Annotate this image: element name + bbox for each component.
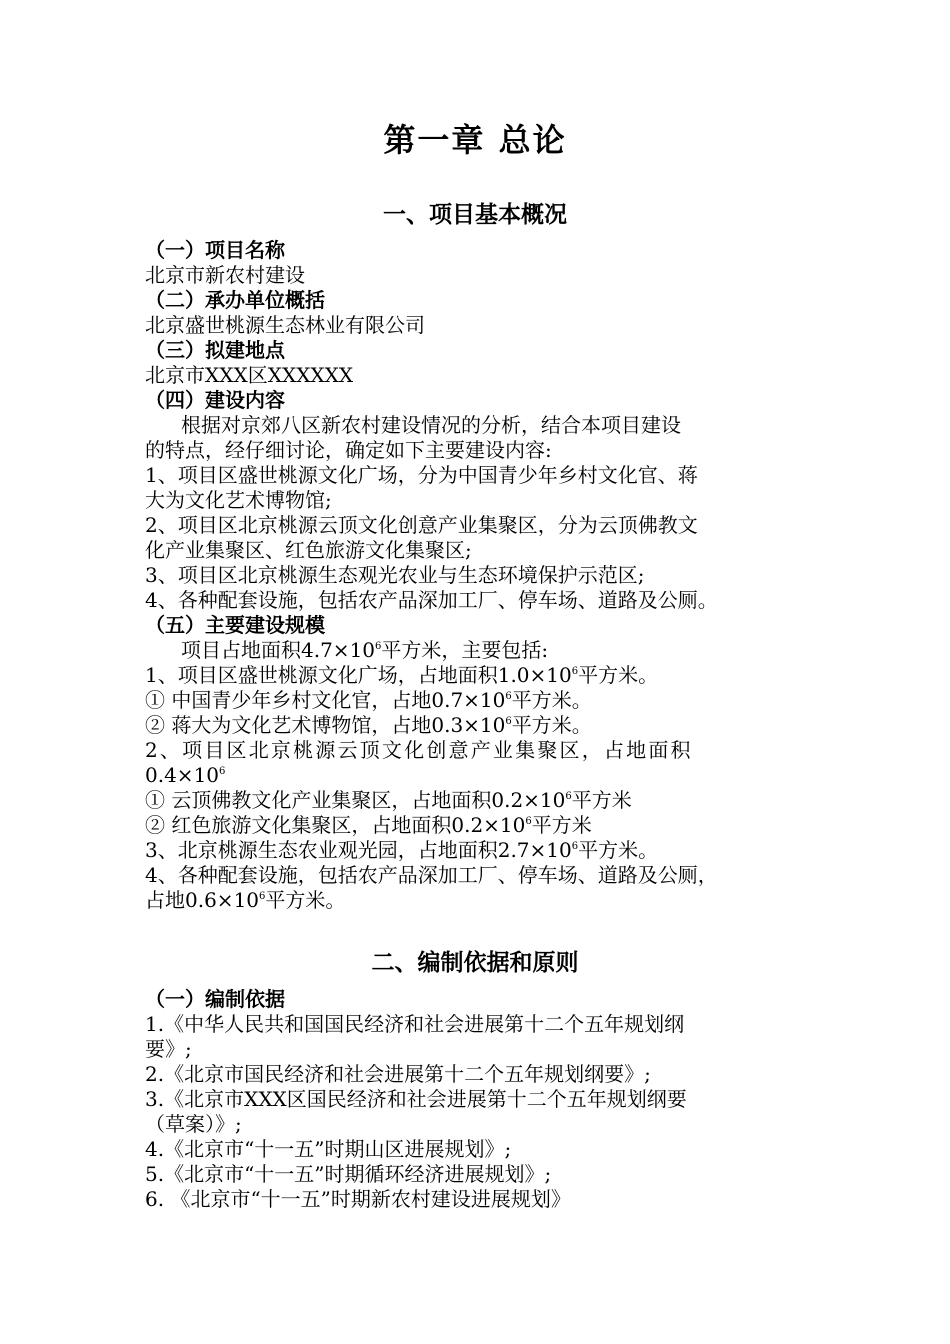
exponent: 6: [219, 766, 226, 777]
scale-text: 平方米: [571, 788, 632, 812]
basis-heading: （一）编制依据: [145, 987, 285, 1011]
scale-line: [145, 863, 815, 888]
scale-text: 平方米。: [511, 713, 592, 737]
scale-text: 平方米。: [265, 888, 346, 912]
exponent: 6: [505, 691, 512, 702]
basis-line: 4.《北京市“十一五”时期山区进展规划》;: [145, 1137, 512, 1161]
content-line: 大为文化艺术博物馆;: [145, 488, 332, 512]
content-line: 根据对京郊八区新农村建设情况的分析，结合本项目建设: [181, 413, 681, 437]
content-line: 3、项目区北京桃源生态观光农业与生态环境保护示范区;: [145, 563, 645, 587]
organization-heading: （二）承办单位概括: [145, 288, 325, 312]
content-line: 2、项目区北京桃源云顶文化创意产业集聚区，分为云顶佛教文: [145, 513, 698, 537]
scale-line: [145, 788, 815, 813]
content-line: 的特点，经仔细讨论，确定如下主要建设内容:: [145, 438, 552, 462]
scale-heading: （五）主要建设规模: [145, 613, 325, 637]
exponent: 6: [571, 841, 579, 852]
scale-line: [145, 838, 815, 863]
content-line: 1、项目区盛世桃源文化广场，分为中国青少年乡村文化官、蒋: [145, 463, 698, 487]
section-title-overview: 一、项目基本概况: [383, 202, 567, 228]
scale-line: [145, 888, 815, 913]
scale-text: 平方米。: [511, 688, 592, 712]
scale-text: 4、各种配套设施，包括农产品深加工厂、停车场、道路及公厕，: [145, 863, 718, 887]
exponent: 6: [375, 641, 382, 652]
scale-text: ② 红色旅游文化集聚区，占地面积0.2×10: [145, 813, 526, 837]
scale-text: 项目占地面积4.7×10: [181, 638, 376, 662]
basis-line: 2.《北京市国民经济和社会进展第十二个五年规划纲要》;: [145, 1062, 651, 1086]
scale-line: [145, 763, 815, 788]
scale-text: 0.4×10: [145, 763, 220, 787]
scale-line: [145, 638, 815, 663]
basis-line: 1.《中华人民共和国国民经济和社会进展第十二个五年规划纲: [145, 1012, 685, 1036]
scale-line: [145, 738, 815, 763]
chapter-title: 第一章 总论: [383, 121, 567, 159]
site-heading: （三）拟建地点: [145, 338, 285, 362]
scale-text: 1、项目区盛世桃源文化广场，占地面积1.0×10: [145, 663, 572, 687]
exponent: 6: [571, 666, 579, 677]
exponent: 6: [525, 816, 532, 827]
basis-block: [145, 987, 815, 1212]
basis-line: （草案）》;: [145, 1112, 242, 1136]
overview-block: [145, 238, 815, 913]
scale-text: 平方米: [531, 813, 592, 837]
scale-text: ① 云顶佛教文化产业集聚区，占地面积0.2×10: [145, 788, 566, 812]
content-line: 化产业集聚区、红色旅游文化集聚区;: [145, 538, 472, 562]
scale-text: 平方米。: [578, 838, 659, 862]
scale-text: ② 蒋大为文化艺术博物馆，占地0.3×10: [145, 713, 506, 737]
basis-line: 3.《北京市XXX区国民经济和社会进展第十二个五年规划纲要: [145, 1087, 687, 1111]
exponent: 6: [259, 891, 266, 902]
scale-line: [145, 688, 815, 713]
scale-text: 平方米。: [578, 663, 659, 687]
scale-text: ① 中国青少年乡村文化官，占地0.7×10: [145, 688, 506, 712]
content-heading: （四）建设内容: [145, 388, 285, 412]
content-line: 4、各种配套设施，包括农产品深加工厂、停车场、道路及公厕。: [145, 588, 718, 612]
basis-line: 要》;: [145, 1037, 192, 1061]
scale-text: 3、北京桃源生态农业观光园，占地面积2.7×10: [145, 838, 572, 862]
scale-line: [145, 813, 815, 838]
scale-text: 占地0.6×10: [145, 888, 260, 912]
project-name-value: 北京市新农村建设: [145, 263, 305, 287]
exponent: 6: [565, 791, 572, 802]
basis-line: 5.《北京市“十一五”时期循环经济进展规划》;: [145, 1162, 552, 1186]
basis-line: 6. 《北京市“十一五”时期新农村建设进展规划》: [145, 1187, 571, 1211]
scale-line: [145, 663, 815, 688]
project-name-heading: （一）项目名称: [145, 238, 285, 262]
site-value: 北京市XXX区XXXXXX: [145, 363, 354, 387]
exponent: 6: [505, 716, 512, 727]
scale-text: 平方米，主要包括:: [381, 638, 549, 662]
section-title-basis: 二、编制依据和原则: [371, 950, 579, 976]
scale-text: 2、项目区北京桃源云顶文化创意产业集聚区，占地面积: [145, 738, 693, 762]
organization-value: 北京盛世桃源生态林业有限公司: [145, 313, 425, 337]
scale-line: [145, 713, 815, 738]
